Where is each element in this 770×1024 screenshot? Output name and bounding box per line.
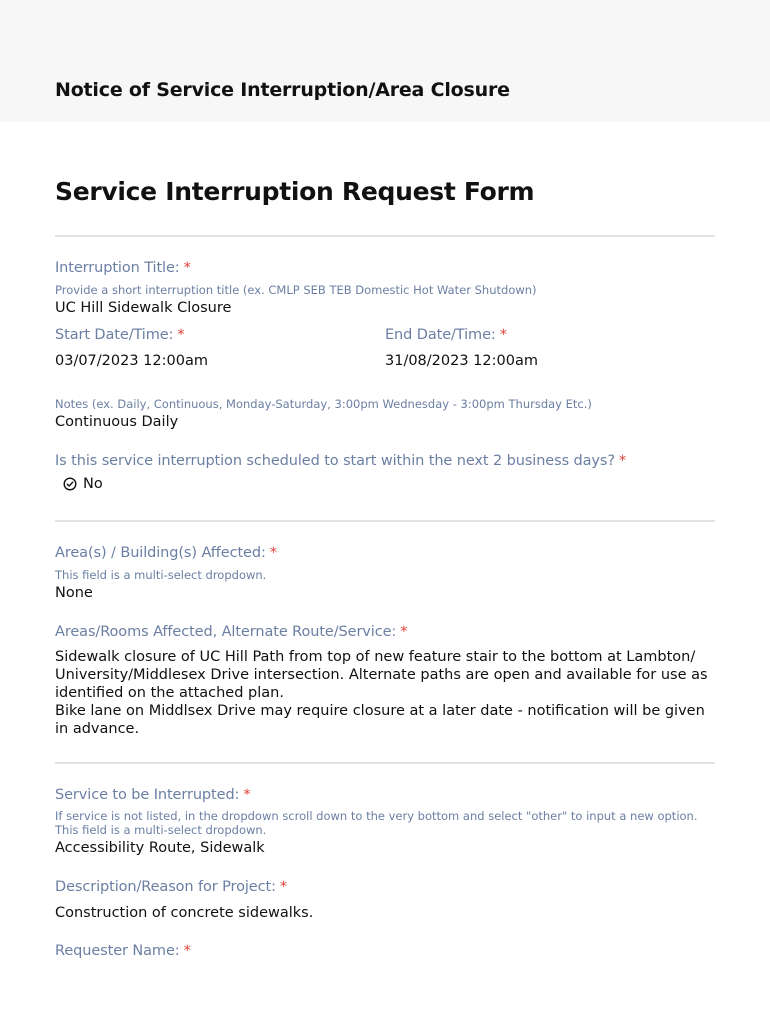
required-marker: * bbox=[183, 260, 191, 276]
section-divider bbox=[55, 762, 715, 764]
end-datetime-label: End Date/Time: * bbox=[385, 327, 507, 343]
required-marker: * bbox=[400, 624, 408, 640]
requester-label: Requester Name: * bbox=[55, 943, 191, 959]
service-label: Service to be Interrupted: * bbox=[55, 787, 251, 803]
service-value[interactable]: Accessibility Route, Sidewalk bbox=[55, 840, 265, 856]
areas-buildings-help: This field is a multi-select dropdown. bbox=[55, 568, 267, 582]
required-marker: * bbox=[618, 453, 627, 469]
start-datetime-value[interactable]: 03/07/2023 12:00am bbox=[55, 353, 208, 369]
section-divider bbox=[55, 235, 715, 237]
interruption-title-value[interactable]: UC Hill Sidewalk Closure bbox=[55, 300, 232, 316]
header-band bbox=[0, 0, 770, 122]
areas-rooms-value[interactable]: Sidewalk closure of UC Hill Path from top of new feature stair to the bottom at Lambton/ University/Middlesex Drive intersection. Alternate paths are open and available for use as identified on the attached plan. Bike lane on Middlsex Drive may require closure at a later date - notification will be given in advance. bbox=[55, 649, 708, 737]
required-marker: * bbox=[499, 327, 507, 343]
notes-value[interactable]: Continuous Daily bbox=[55, 414, 179, 430]
page-header-title: Notice of Service Interruption/Area Closure bbox=[55, 79, 510, 101]
form-title: Service Interruption Request Form bbox=[55, 177, 535, 206]
interruption-title-label: Interruption Title: * bbox=[55, 260, 191, 276]
areas-buildings-value[interactable]: None bbox=[55, 585, 93, 601]
service-help: If service is not listed, in the dropdown scroll down to the very bottom and select "other" to input a new option. This field is a multi-select dropdown. bbox=[55, 809, 698, 837]
end-datetime-value[interactable]: 31/08/2023 12:00am bbox=[385, 353, 538, 369]
section-divider bbox=[55, 520, 715, 522]
areas-buildings-label: Area(s) / Building(s) Affected: * bbox=[55, 545, 277, 561]
required-marker: * bbox=[177, 327, 185, 343]
areas-rooms-label: Areas/Rooms Affected, Alternate Route/Service: * bbox=[55, 624, 408, 640]
required-marker: * bbox=[269, 545, 277, 561]
within-two-days-value: No bbox=[83, 476, 103, 492]
start-datetime-label: Start Date/Time: * bbox=[55, 327, 185, 343]
description-label: Description/Reason for Project: * bbox=[55, 879, 288, 895]
within-two-days-label: Is this service interruption scheduled to start within the next 2 business days? * bbox=[55, 453, 627, 469]
check-circle-icon bbox=[63, 477, 77, 491]
notes-help: Notes (ex. Daily, Continuous, Monday-Saturday, 3:00pm Wednesday - 3:00pm Thursday Etc.) bbox=[55, 397, 592, 411]
required-marker: * bbox=[183, 943, 191, 959]
required-marker: * bbox=[243, 787, 251, 803]
interruption-title-help: Provide a short interruption title (ex. CMLP SEB TEB Domestic Hot Water Shutdown) bbox=[55, 283, 537, 297]
required-marker: * bbox=[279, 879, 288, 895]
within-two-days-option-no[interactable] bbox=[63, 475, 103, 493]
description-value[interactable]: Construction of concrete sidewalks. bbox=[55, 905, 314, 921]
